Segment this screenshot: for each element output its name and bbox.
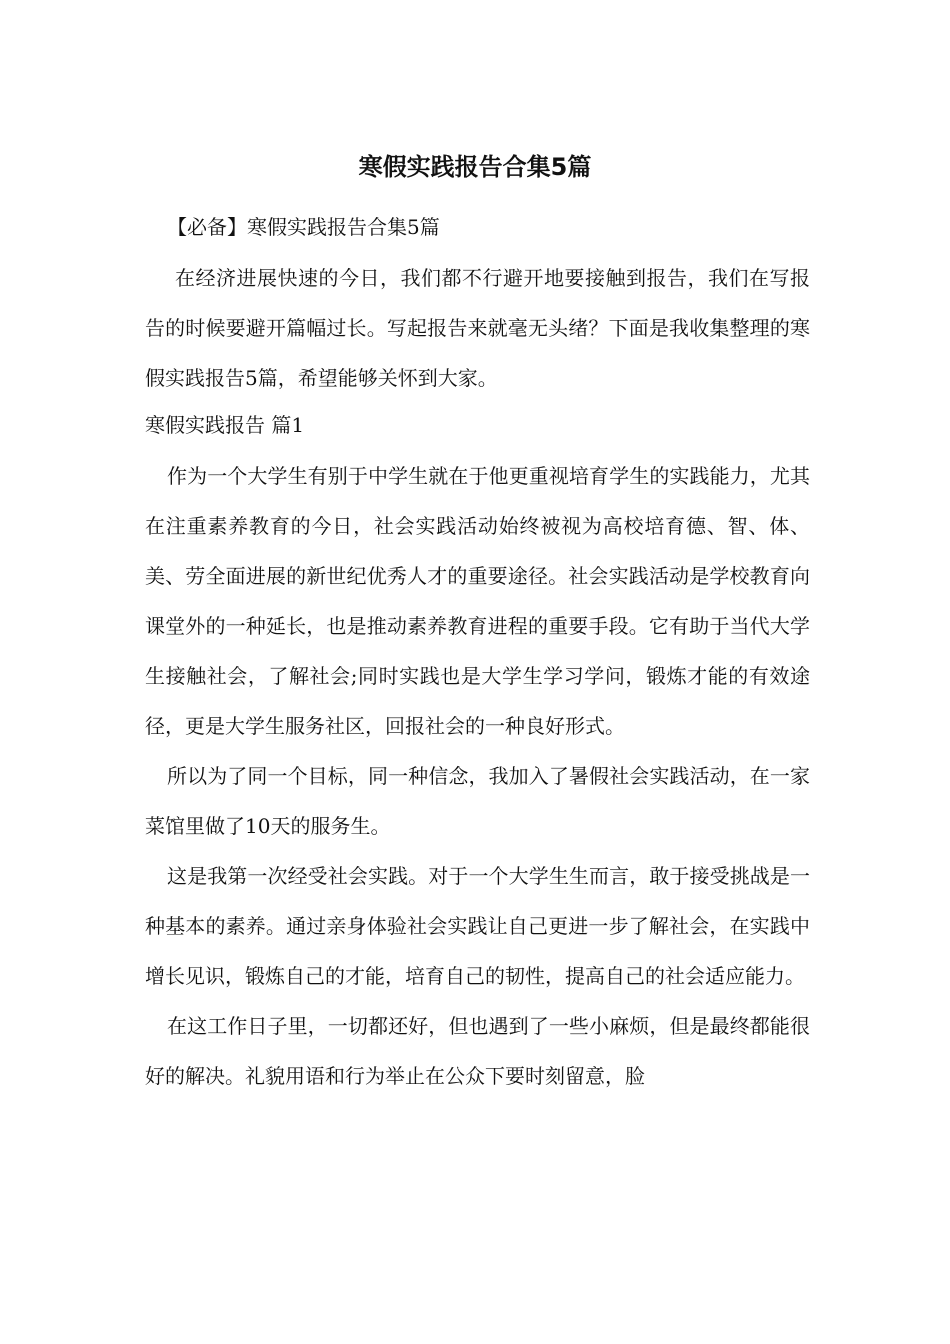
body-paragraph: 所以为了同一个目标，同一种信念，我加入了暑假社会实践活动，在一家菜馆里做了10天的服务生。	[145, 764, 810, 838]
document-body	[145, 205, 810, 1101]
document-subtitle: 【必备】寒假实践报告合集5篇	[167, 215, 440, 239]
body-paragraph: 在这工作日子里，一切都还好，但也遇到了一些小麻烦，但是最终都能很好的解决。礼貌用语和行为举止在公众下要时刻留意，脸	[145, 1014, 810, 1088]
document-title: 寒假实践报告合集5篇	[358, 153, 592, 181]
body-paragraph: 这是我第一次经受社会实践。对于一个大学生生而言，敢于接受挑战是一种基本的素养。通过亲身体验社会实践让自己更进一步了解社会，在实践中增长见识，锻炼自己的才能，培育自己的韧性，提高自己的社会适应能力。	[145, 864, 810, 988]
body-paragraph: 作为一个大学生有别于中学生就在于他更重视培育学生的实践能力，尤其在注重素养教育的今日，社会实践活动始终被视为高校培育德、智、体、美、劳全面进展的新世纪优秀人才的重要途径。社会实践活动是学校教育向课堂外的一种延长，也是推动素养教育进程的重要手段。它有助于当代大学生接触社会，了解社会;同时实践也是大学生学习学问，锻炼才能的有效途径，更是大学生服务社区，回报社会的一种良好形式。	[145, 464, 810, 738]
intro-paragraph: 在经济进展快速的今日，我们都不行避开地要接触到报告，我们在写报告的时候要避开篇幅过长。写起报告来就毫无头绪？下面是我收集整理的寒假实践报告5篇，希望能够关怀到大家。	[145, 266, 810, 390]
section-heading: 寒假实践报告 篇1	[145, 413, 305, 437]
